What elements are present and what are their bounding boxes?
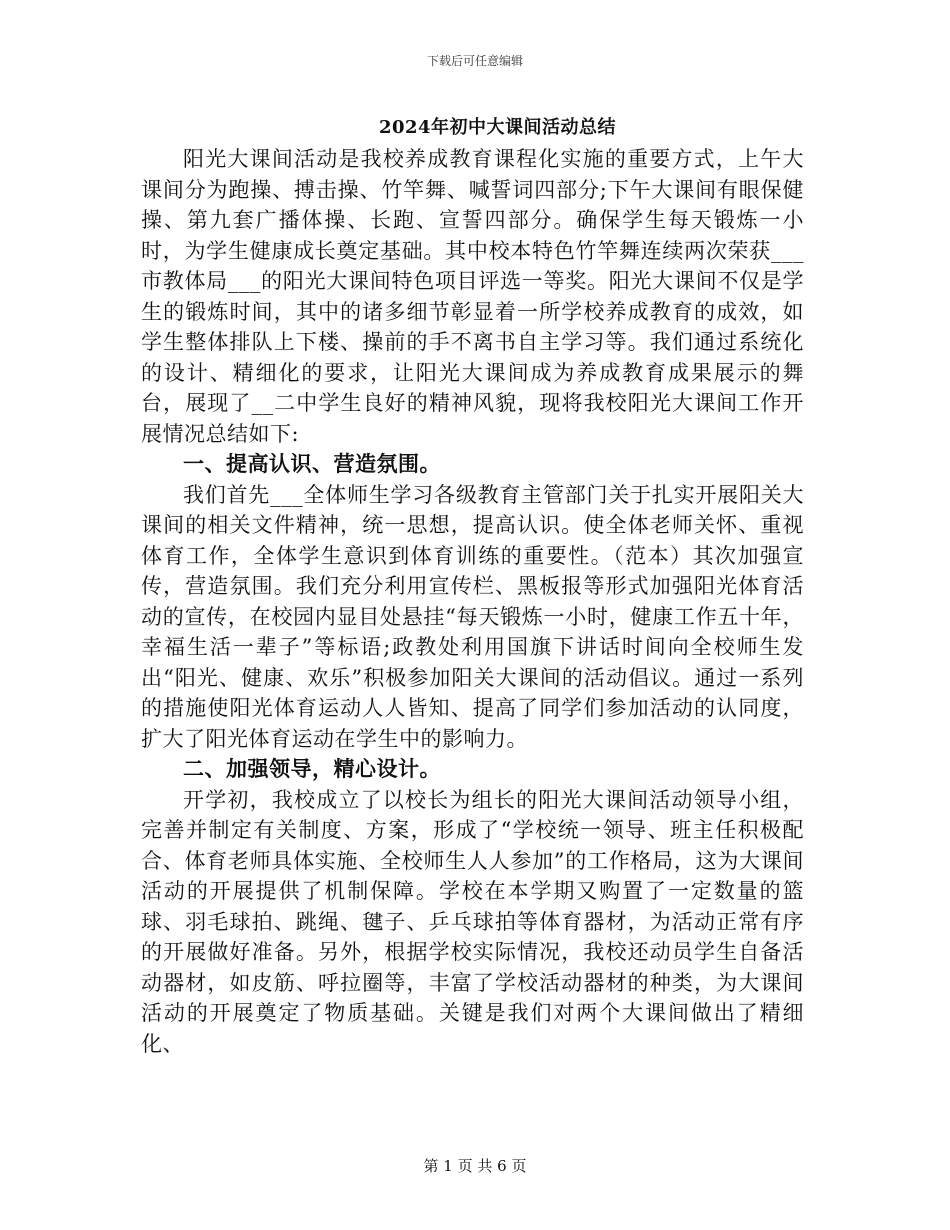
page-title: 2024年初中大课间活动总结 xyxy=(378,117,617,138)
section-heading-2: 二、加强领导，精心设计。 xyxy=(183,756,441,781)
page-number: 第 1 页 共 6 页 xyxy=(423,1157,527,1175)
section-paragraph-1: 我们首先___全体师生学习各级教育主管部门关于扎实开展阳关大课间的相关文件精神，统一思想，提高认识。使全体老师关怀、重视体育工作，全体学生意识到体育训练的重要性。（范本）其次加强宣传，营造氛围。我们充分利用宣传栏、黑板报等形式加强阳光体育活动的宣传，在校园内显目处悬挂“每天锻炼一小时，健康工作五十年，幸福生活一辈子”等标语;政教处利用国旗下讲话时间向全校师生发出“阳光、健康、欢乐”积极参加阳关大课间的活动倡议。通过一系列的措施使阳光体育运动人人皆知、提高了同学们参加活动的认同度，扩大了阳光体育运动在学生中的影响力。 xyxy=(141,482,804,751)
intro-paragraph: 阳光大课间活动是我校养成教育课程化实施的重要方式，上午大课间分为跑操、搏击操、竹竿舞、喊誓词四部分;下午大课间有眼保健操、第九套广播体操、长跑、宣誓四部分。确保学生每天锻炼一小时，为学生健康成长奠定基础。其中校本特色竹竿舞连续两次荣获___市教体局___的阳光大课间特色项目评选一等奖。阳光大课间不仅是学生的锻炼时间，其中的诸多细节彰显着一所学校养成教育的成效，如学生整体排队上下楼、操前的手不离书自主学习等。我们通过系统化的设计、精细化的要求，让阳光大课间成为养成教育成果展示的舞台，展现了__二中学生良好的精神风貌，现将我校阳光大课间工作开展情况总结如下: xyxy=(141,147,804,446)
document-body xyxy=(141,144,804,1059)
header-note: 下载后可任意编辑 xyxy=(426,54,523,68)
section-heading-1: 一、提高认识、营造氛围。 xyxy=(183,451,441,476)
section-paragraph-2: 开学初，我校成立了以校长为组长的阳光大课间活动领导小组，完善并制定有关制度、方案，形成了“学校统一领导、班主任积极配合、体育老师具体实施、全校师生人人参加”的工作格局，这为大课间活动的开展提供了机制保障。学校在本学期又购置了一定数量的篮球、羽毛球拍、跳绳、毽子、乒乓球拍等体育器材，为活动正常有序的开展做好准备。另外，根据学校实际情况，我校还动员学生自备活动器材，如皮筋、呼拉圈等，丰富了学校活动器材的种类，为大课间活动的开展奠定了物质基础。关键是我们对两个大课间做出了精细化、 xyxy=(141,787,804,1056)
